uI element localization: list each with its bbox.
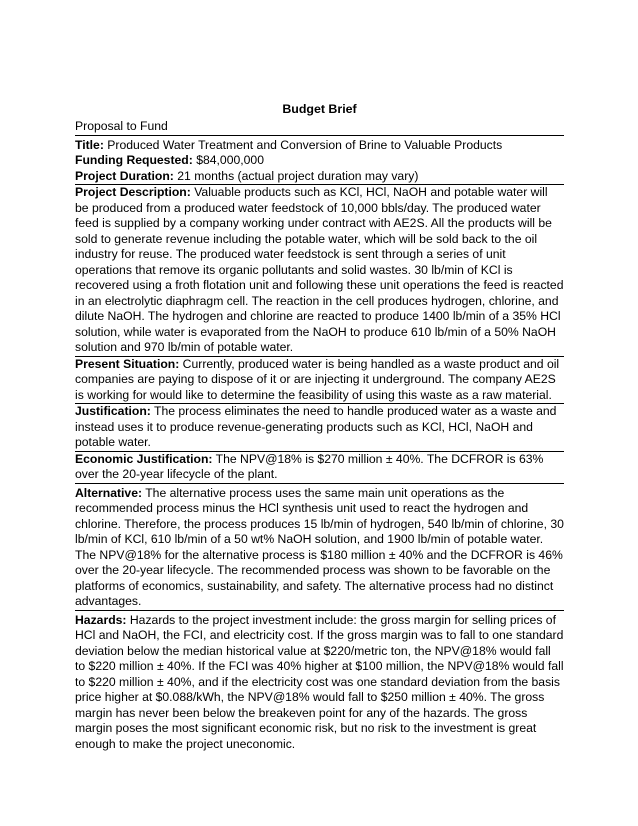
- header-block: [75, 135, 564, 185]
- economic-justification-paragraph: [75, 452, 564, 483]
- funding-label: Funding Requested:: [75, 153, 193, 167]
- economic-justification-text: The NPV@18% is $270 million ± 40%. The DCFROR is 63% over the 20-year lifecycle of the plant.: [75, 451, 544, 481]
- title-label: Title:: [75, 137, 104, 152]
- present-situation-label: Present Situation:: [75, 356, 180, 371]
- funding-value: $84,000,000: [192, 153, 264, 167]
- present-situation-paragraph: [75, 357, 564, 404]
- title-value: Produced Water Treatment and Conversion of Brine to Valuable Products: [103, 137, 503, 152]
- justification-text: The process eliminates the need to handle produced water as a waste and instead uses it to produce revenue-generating products such as KCl, HCl, NaOH and potable water.: [75, 404, 557, 449]
- title-line: [75, 138, 564, 154]
- duration-line: [75, 169, 564, 185]
- alternative-paragraph: [75, 486, 564, 610]
- duration-label: Project Duration:: [75, 168, 174, 183]
- hazards-label: Hazards:: [75, 612, 127, 627]
- justification-paragraph: [75, 404, 564, 451]
- document-title: Budget Brief: [282, 102, 357, 116]
- duration-value: 21 months (actual project duration may vary): [173, 168, 419, 183]
- hazards-text: Hazards to the project investment include: the gross margin for selling prices of HCl and NaOH, the FCI, and electricity cost. If the gross margin was to fall to one standard deviation below the median historical value at $220/metric ton, the NPV@18% would fall to $220 million ± 40%. If the FCI was 40% higher at $100 million, the NPV@18% would fall to $220 million ± 40%, and if the electricity cost was one standard deviation from the basis price higher at $0.088/kWh, the NPV@18% would fall to $250 million ± 40%. The gross margin has never been below the breakeven point for any of the hazards. The gross margin poses the most significant economic risk, but no risk to the investment is great enough to make the project uneconomic.: [75, 612, 564, 751]
- project-description-section: [75, 184, 564, 356]
- funding-line: [75, 153, 564, 169]
- alternative-text: The alternative process uses the same main unit operations as the recommended process minus the HCl synthesis unit used to react the hydrogen and chlorine. Therefore, the process produces 15 lb/min of hydrogen, 540 lb/min of chlorine, 30 lb/min of KCl, 610 lb/min of a 50 wt% NaOH solution, and 1900 lb/min of potable water. The NPV@18% for the alternative process is $180 million ± 40% and the DCFROR is 46% over the 20-year lifecycle. The recommended process was shown to be favorable on the platforms of economics, sustainability, and safety. The alternative process had no distinct advantages.: [75, 485, 564, 608]
- justification-section: [75, 403, 564, 451]
- economic-justification-section: [75, 451, 564, 483]
- present-situation-section: [75, 356, 564, 404]
- document-subtitle: Proposal to Fund: [75, 119, 168, 133]
- project-description-paragraph: [75, 185, 564, 356]
- budget-brief-page: [75, 102, 564, 752]
- project-description-text: Valuable products such as KCl, HCl, NaOH and potable water will be produced from a produced water feedstock of 10,000 bbls/day. The produced water feed is supplied by a company working under contract with AE2S. All the products will be sold to generate revenue including the potable water, which will be sold back to the oil industry for reuse. The produced water feedstock is sent through a series of unit operations that remove its organic pollutants and solid wastes. 30 lb/min of KCl is recovered using a froth flotation unit and following these unit operations the feed is reacted in an electrolytic diaphragm cell. The reaction in the cell produces hydrogen, chlorine, and dilute NaOH. The hydrogen and chlorine are reacted to produce 1400 lb/min of a 35% HCl solution, while water is evaporated from the NaOH to produce 610 lb/min of a 50% NaOH solution and 970 lb/min of potable water.: [75, 185, 564, 354]
- alternative-label: Alternative:: [75, 485, 143, 500]
- economic-justification-label: Economic Justification:: [75, 451, 213, 466]
- justification-label: Justification:: [75, 404, 151, 418]
- project-description-label: Project Description:: [75, 185, 191, 199]
- hazards-section: [75, 610, 564, 753]
- hazards-paragraph: [75, 613, 564, 753]
- present-situation-text: Currently, produced water is being handled as a waste product and oil companies are paying to dispose of it or are injecting it underground. The company AE2S is working for would like to determine the feasibility of using this waste as a raw material.: [75, 356, 560, 402]
- alternative-section: [75, 483, 564, 610]
